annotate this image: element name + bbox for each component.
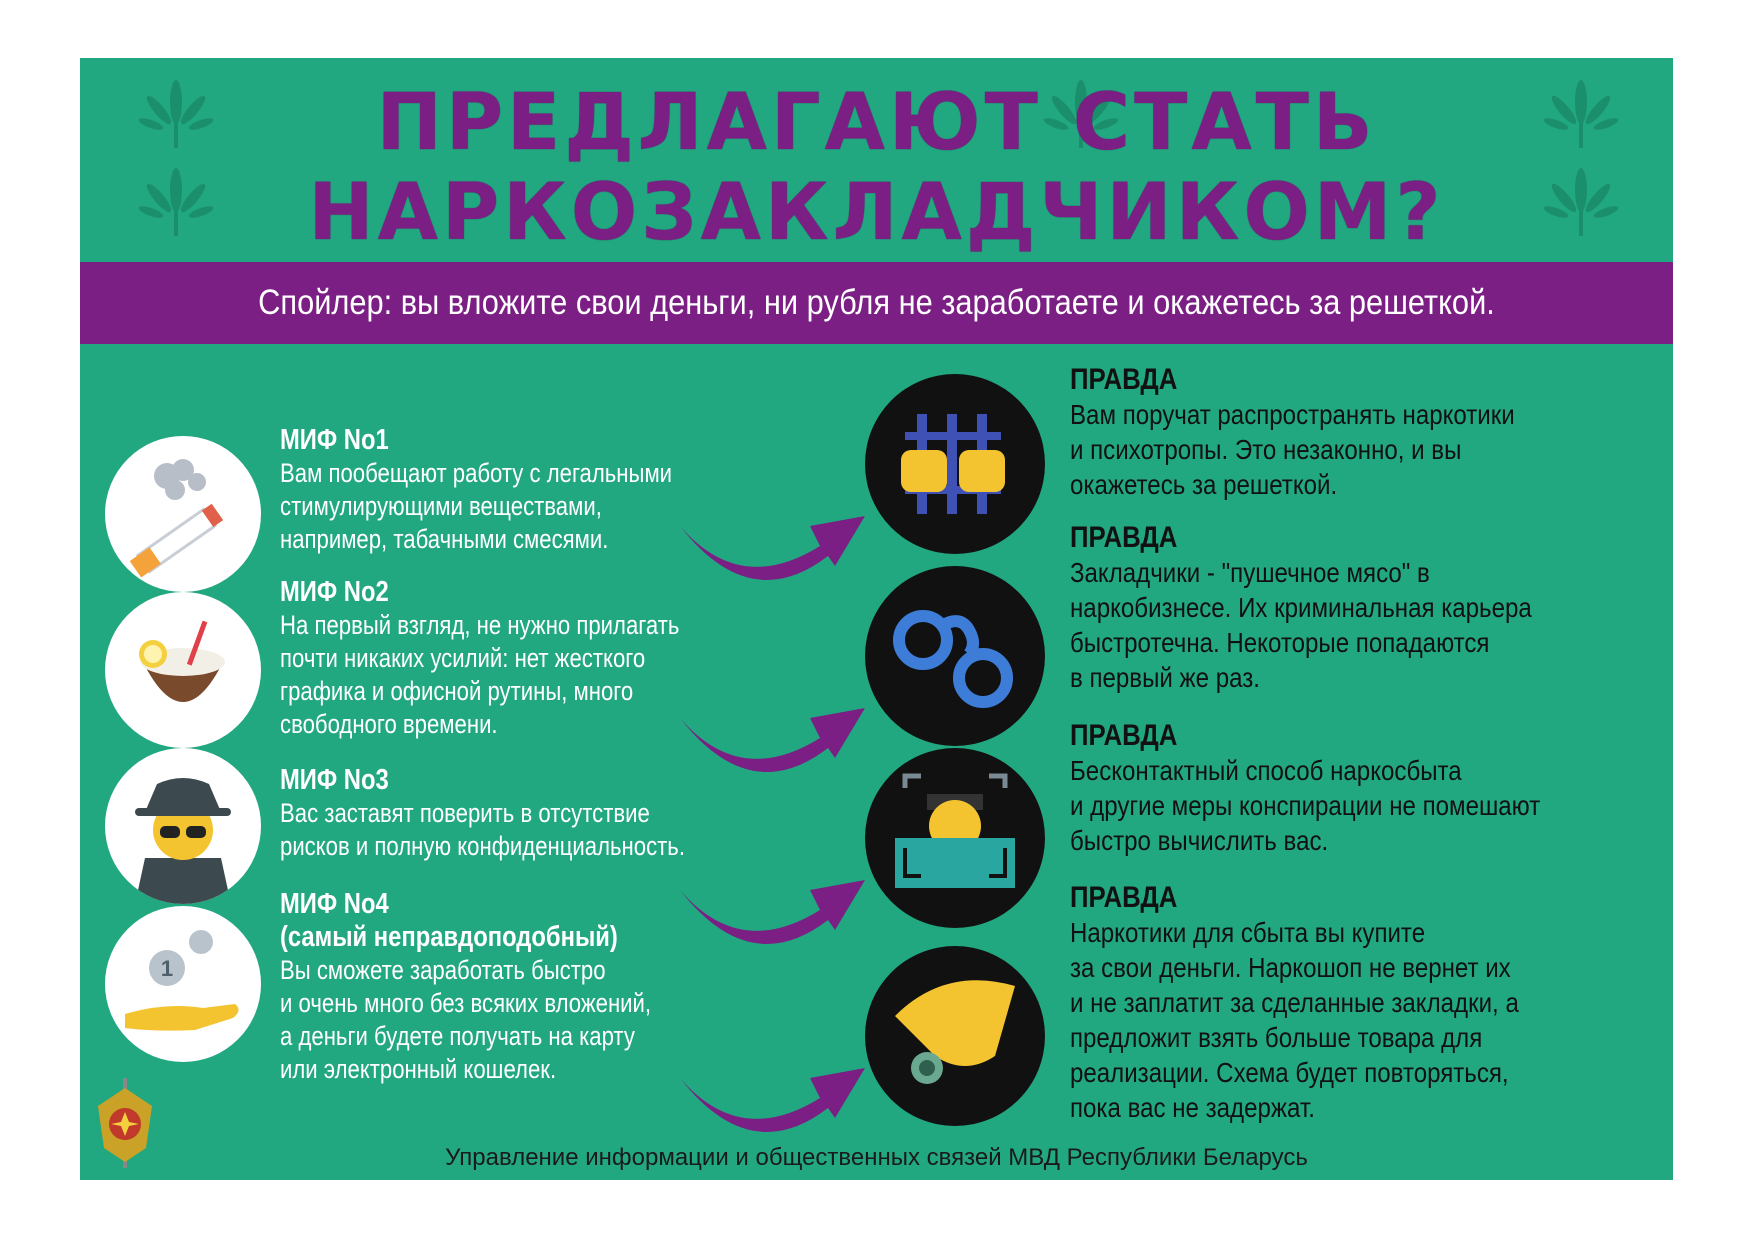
spoiler-banner	[80, 262, 1673, 344]
coin-label: 1	[160, 956, 174, 981]
truth-4	[1070, 880, 1603, 1125]
truth-1	[1070, 362, 1603, 502]
myth-text-line: или электронный кошелек.	[280, 1054, 557, 1084]
arrow-icon	[670, 1018, 870, 1148]
title-line-1: ПРЕДЛАГАЮТ СТАТЬ	[376, 78, 1377, 168]
truth-text-line: реализации. Схема будет повторяться,	[1070, 1057, 1509, 1088]
poster-title	[80, 78, 1673, 258]
truth-text-line: быстро вычислить вас.	[1070, 825, 1329, 856]
truth-text-line: наркобизнесе. Их криминальная карьера	[1070, 592, 1532, 623]
truth-heading: ПРАВДА	[1070, 363, 1178, 396]
myth-text-line: На первый взгляд, не нужно прилагать	[280, 610, 680, 640]
myth-text-line: Вас заставят поверить в отсутствие	[280, 798, 650, 828]
truth-text-line: и не заплатит за сделанные закладки, а	[1070, 987, 1519, 1018]
truth-text-line: окажетесь за решеткой.	[1070, 469, 1338, 500]
myth-text-line: графика и офисной рутины, много	[280, 676, 634, 706]
myth-text-line: стимулирующими веществами,	[280, 491, 602, 521]
truth-text-line: Вам поручат распространять наркотики	[1070, 399, 1515, 430]
poster	[80, 58, 1673, 1180]
myth-text-line: почти никаких усилий: нет жесткого	[280, 643, 646, 673]
myth-text-line: и очень много без всяких вложений,	[280, 988, 652, 1018]
face-scan-icon	[865, 748, 1045, 928]
cigarette-icon	[105, 436, 261, 592]
title-line-2: НАРКОЗАКЛАДЧИКОМ?	[308, 168, 1445, 258]
truth-text-line: пока вас не задержат.	[1070, 1092, 1315, 1123]
truth-text-line: быстротечна. Некоторые попадаются	[1070, 627, 1490, 658]
truth-2	[1070, 520, 1603, 695]
myth-1	[280, 424, 706, 556]
truth-text-line: Наркотики для сбыта вы купите	[1070, 917, 1426, 948]
truth-heading: ПРАВДА	[1070, 881, 1178, 914]
truth-text-line: и психотропы. Это незаконно, и вы	[1070, 434, 1462, 465]
myth-heading: МИФ No2	[280, 576, 389, 608]
truth-text-line: Закладчики - "пушечное мясо" в	[1070, 557, 1430, 588]
handcuffs-icon	[865, 566, 1045, 746]
arrow-icon	[670, 466, 870, 596]
spoiler-text: Спойлер: вы вложите свои деньги, ни рубля не заработаете и окажетесь за решеткой.	[258, 283, 1495, 322]
truth-text-line: предложит взять больше товара для	[1070, 1022, 1483, 1053]
arrow-icon	[670, 658, 870, 788]
truth-3	[1070, 718, 1603, 858]
myth-heading: МИФ No4	[280, 888, 389, 920]
myth-heading: МИФ No1	[280, 424, 389, 456]
truth-text-line: Бесконтактный способ наркосбыта	[1070, 755, 1462, 786]
myth-text-line: например, табачными смесями.	[280, 524, 609, 554]
myth-subheading: (самый неправдоподобный)	[280, 921, 618, 953]
hand-coin-icon	[865, 946, 1045, 1126]
myth-heading: МИФ No3	[280, 764, 389, 796]
footer-credit: Управление информации и общественных связей МВД Республики Беларусь	[445, 1144, 1308, 1171]
arrow-icon	[670, 830, 870, 960]
truth-text-line: за свои деньги. Наркошоп не вернет их	[1070, 952, 1511, 983]
jail-bars-icon	[865, 374, 1045, 554]
coconut-drink-icon	[105, 592, 261, 748]
coin-hand-icon	[105, 906, 261, 1062]
myth-3	[280, 764, 706, 863]
myth-text-line: а деньги будете получать на карту	[280, 1021, 635, 1051]
truth-text-line: в первый же раз.	[1070, 662, 1260, 693]
truth-heading: ПРАВДА	[1070, 521, 1178, 554]
myth-text-line: рисков и полную конфиденциальность.	[280, 831, 685, 861]
myth-text-line: Вам пообещают работу с легальными	[280, 458, 673, 488]
truth-text-line: и другие меры конспирации не помешают	[1070, 790, 1541, 821]
myth-text-line: Вы сможете заработать быстро	[280, 955, 606, 985]
spy-icon	[105, 748, 261, 904]
myth-text-line: свободного времени.	[280, 709, 498, 739]
myth-4	[280, 888, 706, 1086]
myth-2	[280, 576, 706, 741]
truth-heading: ПРАВДА	[1070, 719, 1178, 752]
